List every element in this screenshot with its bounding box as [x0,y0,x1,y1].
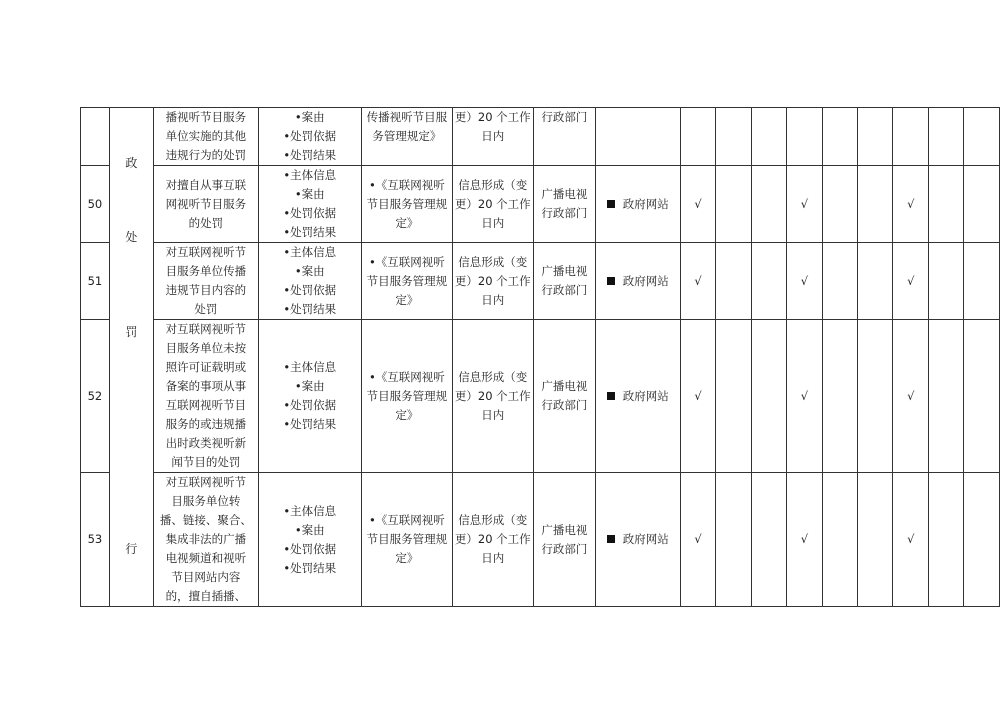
item-name [154,473,259,607]
content-line: •主体信息 [283,503,337,518]
content-line: •案由 [294,522,325,537]
empty-check-cell [929,108,964,166]
channel-label: 政府网站 [622,532,669,546]
item-line: 处罚 [194,302,218,316]
department-cell: 广播电视行政部门 [533,320,595,473]
item-line: 播视听节目服务 [165,110,247,124]
filled-square-icon [607,392,615,400]
row-number: 52 [81,320,110,473]
empty-check-cell [716,473,751,607]
content-line: •案由 [294,110,325,124]
channel-label: 政府网站 [622,273,669,288]
item-line: 照许可证载明或 [165,360,247,374]
empty-check-cell [929,166,964,243]
empty-check-cell [964,108,1000,166]
channel-cell [595,166,680,243]
checkmark-icon: √ [680,320,716,473]
basis-cell: •《互联网视听节目服务管理规定》 [361,473,452,607]
checkmark-icon: √ [680,243,716,320]
item-line: 网视听节目服务 [165,196,247,211]
disclosure-table [80,107,1000,607]
item-name [154,108,259,166]
item-line: 播、链接、聚合、 [159,513,252,527]
table-row [81,166,1000,243]
item-line: 的处罚 [188,215,224,230]
content-line: •处罚结果 [283,225,337,239]
empty-check-cell [716,243,751,320]
content-line: •案由 [294,187,325,201]
item-name [154,166,259,243]
channel-cell [595,108,680,166]
channel-cell [595,243,680,320]
item-line: 目服务单位未按 [165,341,247,355]
table-row [81,108,1000,166]
content-line: •处罚依据 [283,541,337,556]
empty-check-cell [893,108,929,166]
empty-check-cell [751,243,786,320]
empty-check-cell [751,320,786,473]
content-line: •主体信息 [283,168,337,182]
empty-check-cell [858,166,893,243]
category-char: 罚 [125,325,138,339]
item-line: 电视频道和视听 [165,551,247,565]
item-name [154,243,259,320]
empty-check-cell [787,108,823,166]
channel-label: 政府网站 [622,196,669,211]
empty-check-cell [751,108,786,166]
item-line: 目服务单位转 [171,494,241,508]
basis-cell: •《互联网视听节目服务管理规定》 [361,320,452,473]
checkmark-icon: √ [893,166,929,243]
basis-cell: •《互联网视听节目服务管理规定》 [361,243,452,320]
item-line: 服务的或违规播 [165,417,247,431]
checkmark-icon: √ [893,320,929,473]
item-line: 单位实施的其他 [165,129,247,143]
channel-cell [595,320,680,473]
table-row [81,473,1000,607]
item-line: 违规节目内容的 [165,283,247,297]
empty-check-cell [929,473,964,607]
content-line: •处罚依据 [283,283,337,297]
empty-check-cell [929,243,964,320]
empty-check-cell [822,108,857,166]
empty-check-cell [822,473,857,607]
disclosure-content [258,166,361,243]
department-cell: 广播电视行政部门 [533,473,595,607]
item-line: 对擅自从事互联 [165,177,247,192]
content-line: •处罚结果 [283,417,337,431]
item-line: 闻节目的处罚 [171,455,241,469]
content-line: •处罚结果 [283,560,337,575]
category-cell [109,108,153,607]
item-line: 集成非法的广播 [165,532,247,546]
disclosure-content [258,108,361,166]
checkmark-icon: √ [787,243,823,320]
time-limit-cell: 信息形成（变更）20 个工作日内 [452,473,533,607]
channel-cell [595,473,680,607]
filled-square-icon [607,277,615,285]
content-line: •主体信息 [283,245,337,259]
checkmark-icon: √ [680,166,716,243]
basis-cell: 传播视听节目服务管理规定》 [361,108,452,166]
time-limit-cell: 信息形成（变更）20 个工作日内 [452,320,533,473]
item-line: 的，擅自插播、 [165,589,247,603]
row-number: 50 [81,166,110,243]
row-number: 53 [81,473,110,607]
category-char: 行 [125,542,138,556]
disclosure-content [258,320,361,473]
channel-label: 政府网站 [622,388,669,403]
content-line: •主体信息 [283,360,337,374]
empty-check-cell [964,320,1000,473]
item-line: 对互联网视听节 [165,322,247,336]
row-number [81,108,110,166]
item-line: 备案的事项从事 [165,379,247,393]
empty-check-cell [858,243,893,320]
category-char: 政 [125,156,138,170]
item-line: 违规行为的处罚 [165,148,247,162]
content-line: •处罚结果 [283,148,337,162]
time-limit-cell: 信息形成（变更）20 个工作日内 [452,243,533,320]
empty-check-cell [822,243,857,320]
department-cell: 行政部门 [533,108,595,166]
table-row [81,243,1000,320]
item-line: 对互联网视听节 [165,245,247,259]
content-line: •处罚结果 [283,302,337,316]
checkmark-icon: √ [893,473,929,607]
item-line: 节目网站内容 [171,570,241,584]
checkmark-icon: √ [787,473,823,607]
empty-check-cell [716,108,751,166]
checkmark-icon: √ [787,320,823,473]
category-char: 处 [125,230,138,244]
checkmark-icon: √ [787,166,823,243]
empty-check-cell [858,320,893,473]
table-row [81,320,1000,473]
department-cell: 广播电视行政部门 [533,243,595,320]
time-limit-cell: 更）20 个工作日内 [452,108,533,166]
empty-check-cell [716,166,751,243]
empty-check-cell [822,320,857,473]
checkmark-icon: √ [893,243,929,320]
disclosure-content [258,473,361,607]
empty-check-cell [964,243,1000,320]
row-number: 51 [81,243,110,320]
item-line: 出时政类视听新 [165,436,247,450]
content-line: •处罚依据 [283,206,337,220]
empty-check-cell [751,473,786,607]
empty-check-cell [751,166,786,243]
content-line: •处罚依据 [283,129,337,143]
basis-cell: •《互联网视听节目服务管理规定》 [361,166,452,243]
disclosure-content [258,243,361,320]
empty-check-cell [964,166,1000,243]
empty-check-cell [822,166,857,243]
content-line: •处罚依据 [283,398,337,412]
time-limit-cell: 信息形成（变更）20 个工作日内 [452,166,533,243]
item-name [154,320,259,473]
filled-square-icon [607,200,615,208]
item-line: 目服务单位传播 [165,264,247,278]
department-cell: 广播电视行政部门 [533,166,595,243]
checkmark-icon: √ [680,473,716,607]
item-line: 互联网视听节目 [165,398,247,412]
empty-check-cell [680,108,716,166]
empty-check-cell [716,320,751,473]
item-line: 对互联网视听节 [165,475,247,489]
content-line: •案由 [294,379,325,393]
empty-check-cell [858,473,893,607]
empty-check-cell [929,320,964,473]
empty-check-cell [964,473,1000,607]
empty-check-cell [858,108,893,166]
content-line: •案由 [294,264,325,278]
filled-square-icon [607,535,615,543]
